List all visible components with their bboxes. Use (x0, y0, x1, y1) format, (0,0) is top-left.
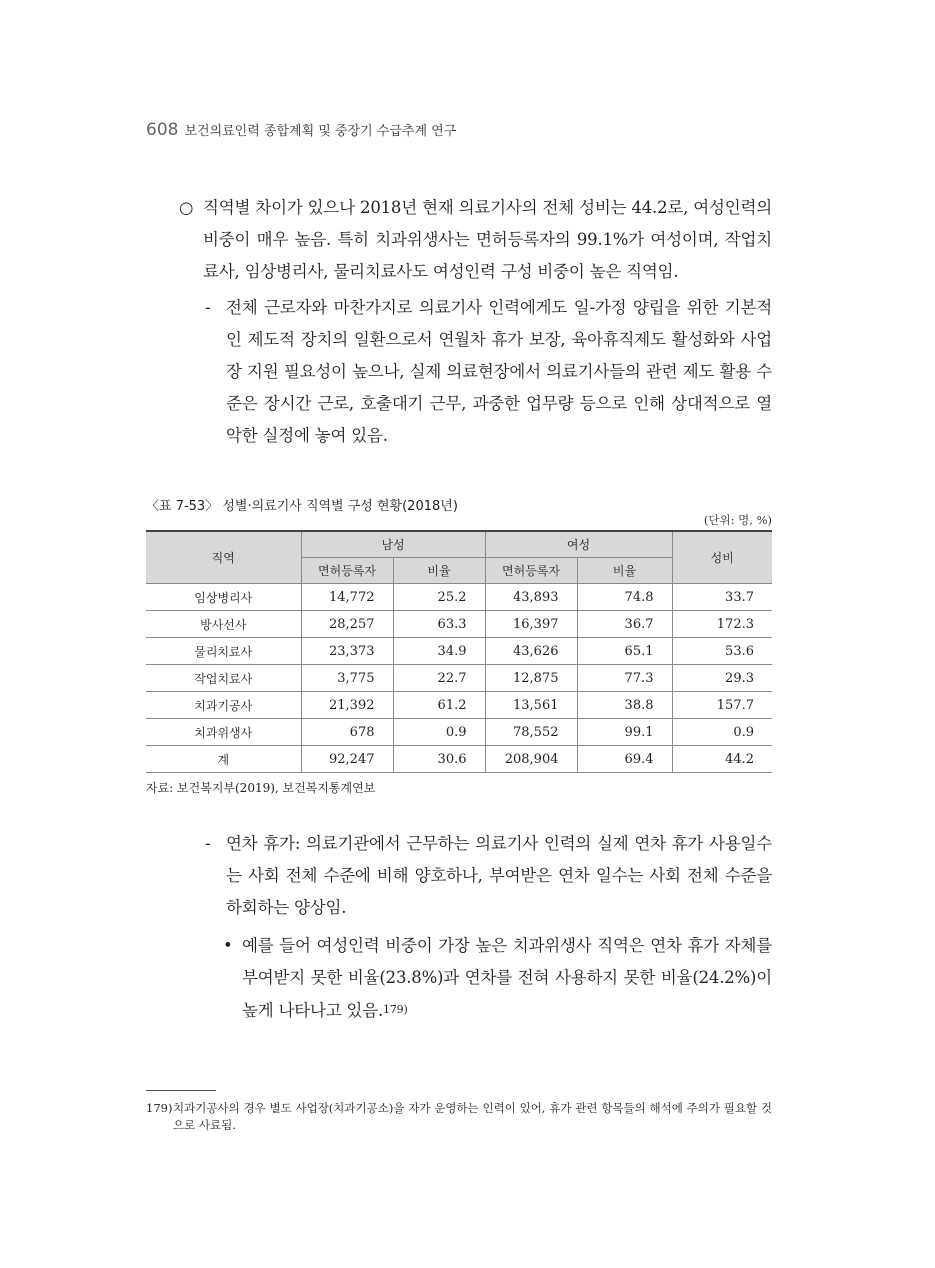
cell-sex-ratio: 0.9 (672, 719, 772, 746)
cell-sex-ratio: 172.3 (672, 611, 772, 638)
cell-male-licensed: 14,772 (301, 584, 393, 611)
cell-male-rate: 61.2 (393, 692, 485, 719)
cell-job: 작업치료사 (146, 665, 301, 692)
paragraph-annual-leave (205, 828, 772, 924)
paragraph-work-family-balance (205, 292, 772, 452)
cell-job: 임상병리사 (146, 584, 301, 611)
cell-male-rate: 25.2 (393, 584, 485, 611)
page-number: 608 (146, 120, 179, 140)
cell-female-licensed: 208,904 (485, 746, 577, 773)
cell-female-licensed: 16,397 (485, 611, 577, 638)
cell-job: 계 (146, 746, 301, 773)
cell-sex-ratio: 53.6 (672, 638, 772, 665)
cell-sex-ratio: 33.7 (672, 584, 772, 611)
cell-sex-ratio: 29.3 (672, 665, 772, 692)
footnote-number: 179) (146, 1101, 173, 1115)
gender-composition-table (146, 530, 772, 773)
table-source: 자료: 보건복지부(2019), 보건복지통계연보 (146, 781, 376, 795)
cell-male-rate: 34.9 (393, 638, 485, 665)
circle-bullet: ○ (179, 198, 194, 217)
table-row (146, 692, 772, 719)
cell-male-rate: 30.6 (393, 746, 485, 773)
cell-female-licensed: 12,875 (485, 665, 577, 692)
cell-sex-ratio: 44.2 (672, 746, 772, 773)
table-unit: (단위: 명, %) (703, 513, 772, 527)
paragraph-body (242, 930, 772, 1027)
footnote (146, 1100, 772, 1134)
header-male-licensed: 면허등록자 (301, 558, 393, 584)
cell-male-licensed: 3,775 (301, 665, 393, 692)
table-caption: 〈표 7-53〉 성별·의료기사 직역별 구성 현황(2018년) (146, 499, 458, 514)
table-row (146, 719, 772, 746)
header-female: 여성 (485, 531, 672, 558)
paragraph-text: 직역별 차이가 있으나 2018년 현재 의료기사의 전체 성비는 44.2로, 여성인력의 비중이 매우 높음. 특히 치과위생사는 면허등록자의 99.1%가 여성이며, 작업치료사, 임상병리사, 물리치료사도 여성인력 구성 비중이 높은 직역임. (203, 198, 772, 281)
paragraph-dental-hygienist-example (223, 930, 772, 1027)
paragraph-text: 전체 근로자와 마찬가지로 의료기사 인력에게도 일-가정 양립을 위한 기본적인 제도적 장치의 일환으로서 연월차 휴가 보장, 육아휴직제도 활성화와 사업장 지원 필요성이 높으나, 실제 의료현장에서 의료기사들의 관련 제도 활용 수준은 장시간 근로, 호출대기 근무, 과중한 업무량 등으로 인해 상대적으로 열악한 실정에 놓여 있음. (226, 298, 772, 445)
cell-female-licensed: 13,561 (485, 692, 577, 719)
cell-female-rate: 36.7 (577, 611, 672, 638)
cell-male-rate: 22.7 (393, 665, 485, 692)
cell-female-licensed: 43,893 (485, 584, 577, 611)
header-male-rate: 비율 (393, 558, 485, 584)
cell-job: 물리치료사 (146, 638, 301, 665)
header-job: 직역 (146, 531, 301, 584)
paragraph-gender-ratio (179, 192, 772, 288)
cell-female-rate: 38.8 (577, 692, 672, 719)
paragraph-text: 예를 들어 여성인력 비중이 가장 높은 치과위생사 직역은 연차 휴가 자체를 부여받지 못한 비율(23.8%)과 연차를 전혀 사용하지 못한 비율(24.2%)이 높게 나타나고 있음. (242, 936, 772, 1020)
cell-female-rate: 99.1 (577, 719, 672, 746)
cell-male-rate: 63.3 (393, 611, 485, 638)
header-female-licensed: 면허등록자 (485, 558, 577, 584)
header-male: 남성 (301, 531, 485, 558)
paragraph-text: 연차 휴가: 의료기관에서 근무하는 의료기사 인력의 실제 연차 휴가 사용일수는 사회 전체 수준에 비해 양호하나, 부여받은 연차 일수는 사회 전체 수준을 하회하는 양상임. (226, 834, 772, 917)
header-sex-ratio: 성비 (672, 531, 772, 584)
table-row (146, 638, 772, 665)
cell-sex-ratio: 157.7 (672, 692, 772, 719)
cell-male-licensed: 21,392 (301, 692, 393, 719)
running-title: 보건의료인력 종합계획 및 중장기 수급추계 연구 (184, 124, 457, 139)
table-row (146, 611, 772, 638)
cell-male-licensed: 92,247 (301, 746, 393, 773)
table-row (146, 665, 772, 692)
footnote-text: 치과기공사의 경우 별도 사업장(치과기공소)을 자가 운영하는 인력이 있어, 휴가 관련 항목들의 해석에 주의가 필요할 것으로 사료됨. (173, 1101, 772, 1132)
cell-male-licensed: 678 (301, 719, 393, 746)
cell-female-rate: 77.3 (577, 665, 672, 692)
cell-female-rate: 74.8 (577, 584, 672, 611)
cell-female-rate: 65.1 (577, 638, 672, 665)
cell-male-rate: 0.9 (393, 719, 485, 746)
header-female-rate: 비율 (577, 558, 672, 584)
dash-bullet: - (205, 834, 211, 853)
dot-bullet: • (223, 936, 233, 955)
dash-bullet: - (205, 298, 211, 317)
cell-job: 방사선사 (146, 611, 301, 638)
table-row (146, 584, 772, 611)
running-header (146, 120, 456, 140)
cell-male-licensed: 28,257 (301, 611, 393, 638)
cell-female-licensed: 78,552 (485, 719, 577, 746)
footnote-reference[interactable]: 179) (383, 1003, 408, 1016)
cell-female-rate: 69.4 (577, 746, 672, 773)
cell-job: 치과위생사 (146, 719, 301, 746)
footnote-divider (146, 1090, 216, 1091)
cell-male-licensed: 23,373 (301, 638, 393, 665)
table-row-total (146, 746, 772, 773)
cell-female-licensed: 43,626 (485, 638, 577, 665)
cell-job: 치과기공사 (146, 692, 301, 719)
